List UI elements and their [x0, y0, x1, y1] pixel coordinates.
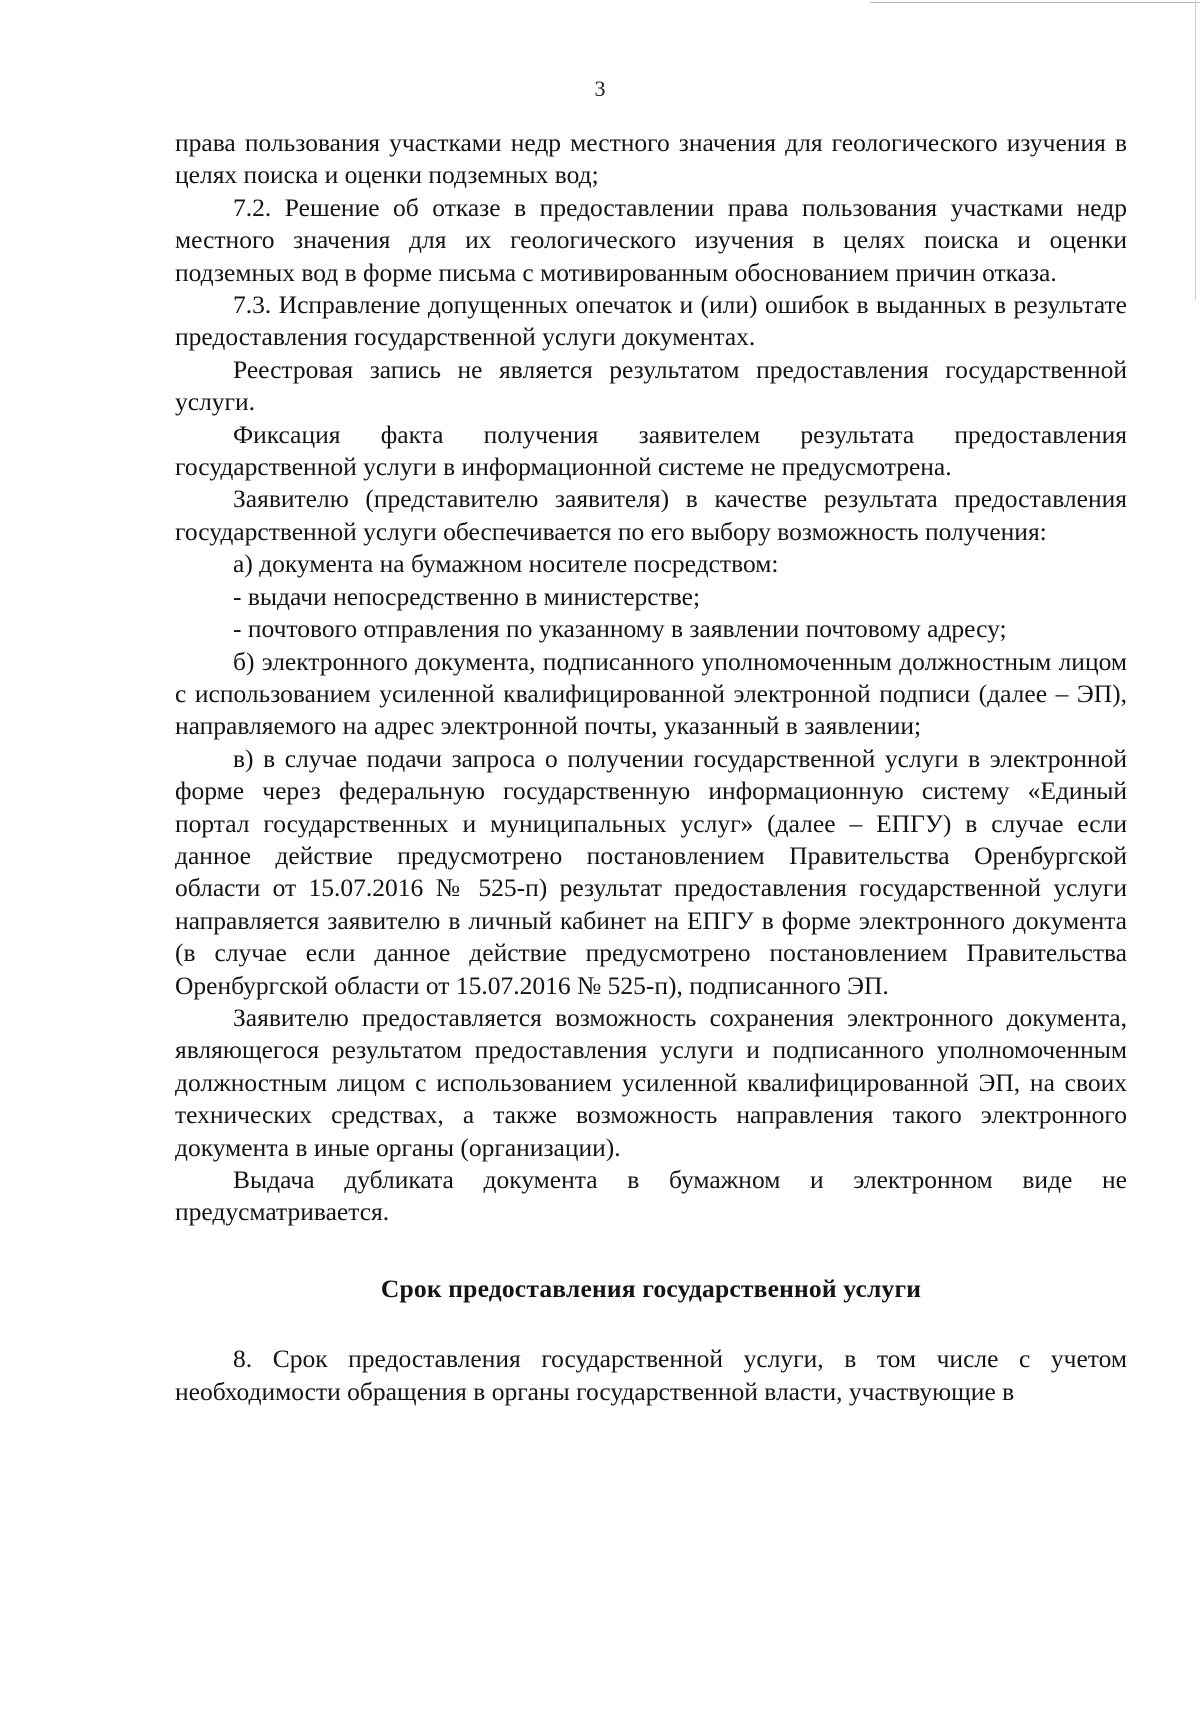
list-item-a: а) документа на бумажном носителе посредством:: [233, 549, 779, 579]
scan-edge-line: [870, 2, 1200, 3]
paragraph-result-fixation: Фиксация факта получения заявителем результата предоставления государственной услуги в информационной системе не предусмотрена.: [175, 419, 1127, 482]
paragraph-applicant-options: Заявителю (представителю заявителя) в качестве результата предоставления государственной услуги обеспечивается по его выбору возможность получения:: [175, 484, 1127, 546]
paragraph-registry-entry: Реестровая запись не является результатом предоставления государственной услуги.: [175, 354, 1127, 417]
section-title: Срок предоставления государственной услуги: [380, 1273, 922, 1303]
paragraph-duplicate: Выдача дубликата документа в бумажном и электронном виде не предусматривается.: [175, 1165, 1127, 1227]
paragraph-save-document: Заявителю предоставляется возможность сохранения электронного документа, являющегося результатом предоставления услуги и подписанного уполномоченным должностным лицом с использованием усиленной квалифицированной ЭП, на своих технических средствах, а также возможность направления такого электронного документа в иные органы (организации).: [175, 1002, 1127, 1162]
page-number: 3: [594, 76, 606, 101]
paragraph-8: 8. Срок предоставления государственной услуги, в том числе с учетом необходимости обращения в органы государственной власти, участвующие в: [175, 1344, 1127, 1406]
list-item-b: б) электронного документа, подписанного уполномоченным должностным лицом с использованием усиленной квалифицированной электронной подписи (далее – ЭП), направляемого на адрес электронной почты, указанный в заявлении;: [175, 646, 1127, 741]
scan-edge-line-vertical: [1195, 0, 1196, 300]
paragraph-7-2: 7.2. Решение об отказе в предоставлении права пользования участками недр местного значения для их геологического изучения в целях поиска и оценки подземных вод в форме письма с мотивированным обоснованием причин отказа.: [175, 192, 1127, 287]
list-item-dash-1: - выдачи непосредственно в министерстве;: [233, 581, 701, 611]
list-item-dash-2: - почтового отправления по указанному в заявлении почтовому адресу;: [233, 614, 1007, 644]
paragraph-continuation: права пользования участками недр местного значения для геологического изучения в целях поиска и оценки подземных вод;: [175, 128, 1127, 190]
paragraph-7-3: 7.3. Исправление допущенных опечаток и (или) ошибок в выданных в результате предоставления государственной услуги документах.: [175, 290, 1127, 352]
document-body: [175, 127, 1127, 1408]
list-item-v: в) в случае подачи запроса о получении государственной услуги в электронной форме через федеральную государственную информационную систему «Единый портал государственных и муниципальных услуг» (далее – ЕПГУ) в случае если данное действие предусмотрено постановлением Правительства Оренбургской области от 15.07.2016 № 525-п) результат предоставления государственной услуги направляется заявителю в личный кабинет на ЕПГУ в форме электронного документа (в случае если данное действие предусмотрено постановлением Правительства Оренбургской области от 15.07.2016 № 525-п), подписанного ЭП.: [175, 743, 1127, 1000]
